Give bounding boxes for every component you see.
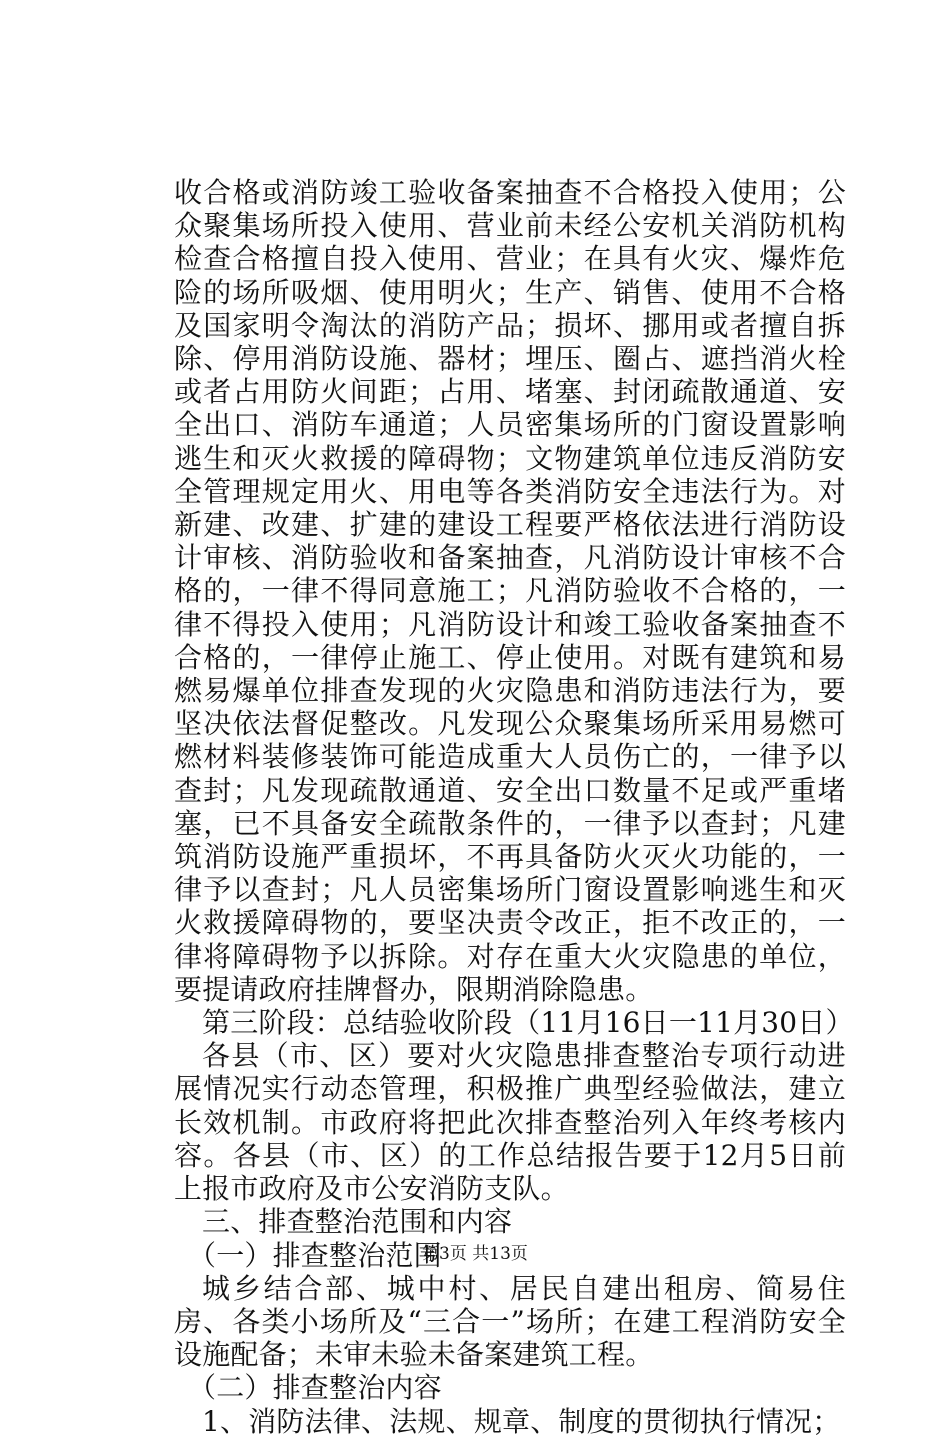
list-item-content-1: 1、消防法律、法规、规章、制度的贯彻执行情况； [202, 1404, 841, 1438]
page-number-footer: 第3页 共13页 [422, 1244, 528, 1264]
paragraph-violations: 收合格或消防竣工验收备案抽查不合格投入使用；公众聚集场所投入使用、营业前未经公安机关消防机构检查合格擅自投入使用、营业；在具有火灾、爆炸危险的场所吸烟、使用明火；生产、销售、使用不合格及国家明令淘汰的消防产品；损坏、挪用或者擅自拆除、停用消防设施、器材；埋压、圈占、遮挡消火栓或者占用防火间距；占用、堵塞、封闭疏散通道、安全出口、消防车通道；人员密集场所的门窗设置影响逃生和灭火救援的障碍物；文物建筑单位违反消防安全管理规定用火、用电等各类消防安全违法行为。对新建、改建、扩建的建设工程要严格依法进行消防设计审核、消防验收和备案抽查，凡消防设计审核不合格的，一律不得同意施工；凡消防验收不合格的，一律不得投入使用；凡消防设计和竣工验收备案抽查不合格的，一律停止施工、停止使用。对既有建筑和易燃易爆单位排查发现的火灾隐患和消防违法行为，要坚决依法督促整改。凡发现公众聚集场所采用易燃可燃材料装修装饰可能造成重大人员伤亡的，一律予以查封；凡发现疏散通道、安全出口数量不足或严重堵塞，已不具备安全疏散条件的，一律予以查封；凡建筑消防设施严重损坏，不再具备防火灭火功能的，一律予以查封；凡人员密集场所门窗设置影响逃生和灭火救援障碍物的，要坚决责令改正，拒不改正的，一律将障碍物予以拆除。对存在重大火灾隐患的单位，要提请政府挂牌督办，限期消除隐患。 [174, 176, 846, 1006]
subsection-heading-content: （二）排查整治内容 [188, 1371, 442, 1405]
subsection-heading-scope: （一）排查整治范围 [188, 1238, 442, 1272]
section-heading-scope-content: 三、排查整治范围和内容 [202, 1205, 513, 1239]
paragraph-stage-three-heading: 第三阶段：总结验收阶段（11月16日一11月30日） [202, 1006, 854, 1040]
paragraph-scope-body: 城乡结合部、城中村、居民自建出租房、简易住房、各类小场所及“三合一”场所；在建工程消防安全设施配备；未审未验未备案建筑工程。 [174, 1271, 846, 1372]
paragraph-stage-three-body: 各县（市、区）要对火灾隐患排查整治专项行动进展情况实行动态管理，积极推广典型经验做法，建立长效机制。市政府将把此次排查整治列入年终考核内容。各县（市、区）的工作总结报告要于12月5日前上报市政府及市公安消防支队。 [174, 1039, 846, 1206]
